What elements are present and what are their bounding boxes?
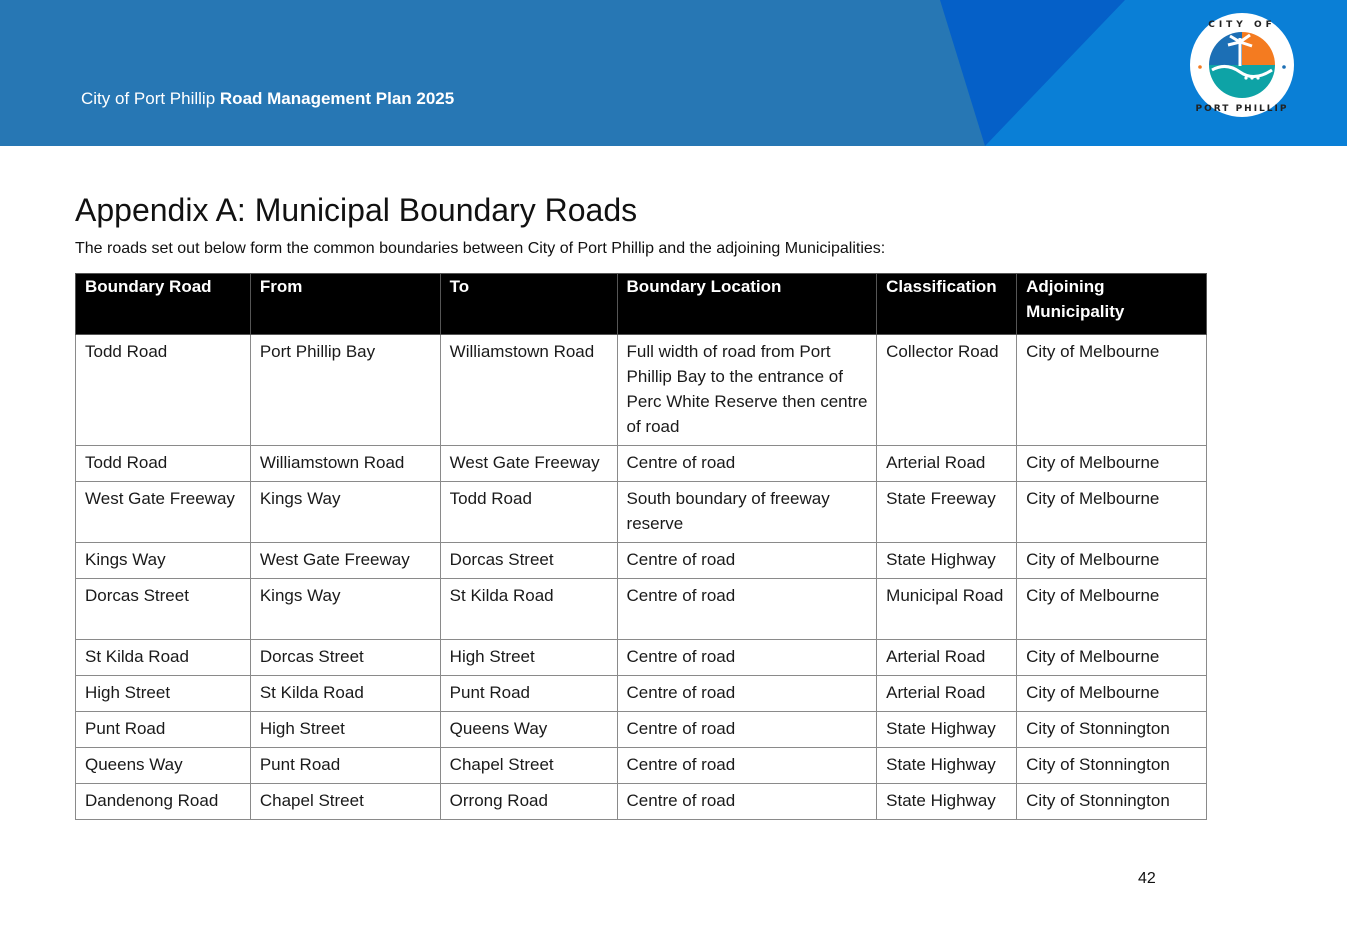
column-header-from: From (250, 274, 440, 335)
column-header-boundary-location: Boundary Location (617, 274, 877, 335)
cell-classification: Arterial Road (877, 676, 1017, 712)
table-row (76, 446, 1207, 482)
table-row (76, 748, 1207, 784)
cell-adjoining-municipality: City of Melbourne (1017, 335, 1207, 446)
cell-adjoining-municipality: City of Melbourne (1017, 676, 1207, 712)
table-row (76, 640, 1207, 676)
cell-boundary-location: Centre of road (617, 784, 877, 820)
table-row (76, 784, 1207, 820)
cell-boundary-location: Centre of road (617, 712, 877, 748)
cell-boundary-road: Kings Way (76, 543, 251, 579)
cell-classification: State Freeway (877, 482, 1017, 543)
cell-from: St Kilda Road (250, 676, 440, 712)
cell-classification: State Highway (877, 784, 1017, 820)
cell-boundary-road: St Kilda Road (76, 640, 251, 676)
cell-to: Todd Road (440, 482, 617, 543)
cell-to: Chapel Street (440, 748, 617, 784)
cell-from: High Street (250, 712, 440, 748)
cell-classification: State Highway (877, 712, 1017, 748)
table-row (76, 676, 1207, 712)
cell-from: Williamstown Road (250, 446, 440, 482)
cell-boundary-road: Queens Way (76, 748, 251, 784)
cell-from: Port Phillip Bay (250, 335, 440, 446)
page-heading: Appendix A: Municipal Boundary Roads (75, 192, 638, 228)
table-row (76, 712, 1207, 748)
column-header-to: To (440, 274, 617, 335)
cell-from: Dorcas Street (250, 640, 440, 676)
cell-boundary-location: Centre of road (617, 640, 877, 676)
banner-background-shapes (0, 0, 1347, 146)
cell-boundary-location: Centre of road (617, 676, 877, 712)
cell-boundary-road: Todd Road (76, 446, 251, 482)
cell-to: West Gate Freeway (440, 446, 617, 482)
cell-boundary-road: Dandenong Road (76, 784, 251, 820)
cell-from: West Gate Freeway (250, 543, 440, 579)
cell-adjoining-municipality: City of Melbourne (1017, 579, 1207, 640)
cell-boundary-road: High Street (76, 676, 251, 712)
cell-boundary-location: Centre of road (617, 543, 877, 579)
cell-boundary-road: Todd Road (76, 335, 251, 446)
cell-adjoining-municipality: City of Stonnington (1017, 784, 1207, 820)
svg-text:PORT PHILLIP: PORT PHILLIP (1195, 104, 1289, 114)
table-row (76, 482, 1207, 543)
cell-boundary-location: Full width of road from Port Phillip Bay to the entrance of Perc White Reserve then centre of road (617, 335, 877, 446)
cell-adjoining-municipality: City of Melbourne (1017, 640, 1207, 676)
title-org: City of Port Phillip (81, 89, 216, 108)
cell-boundary-road: West Gate Freeway (76, 482, 251, 543)
cell-from: Punt Road (250, 748, 440, 784)
cell-adjoining-municipality: City of Melbourne (1017, 446, 1207, 482)
cell-classification: Municipal Road (877, 579, 1017, 640)
svg-text:CITY OF: CITY OF (1208, 20, 1276, 30)
document-title (81, 89, 454, 109)
intro-paragraph: The roads set out below form the common boundaries between City of Port Phillip and the adjoining Municipalities: (75, 240, 886, 257)
column-header-adjoining-municipality: Adjoining Municipality (1017, 274, 1207, 335)
city-of-port-phillip-logo-icon (1188, 12, 1296, 118)
boundary-roads-table (75, 273, 1207, 820)
cell-from: Chapel Street (250, 784, 440, 820)
table-header-row (76, 274, 1207, 335)
cell-adjoining-municipality: City of Stonnington (1017, 712, 1207, 748)
cell-adjoining-municipality: City of Melbourne (1017, 543, 1207, 579)
cell-boundary-location: Centre of road (617, 748, 877, 784)
cell-boundary-road: Punt Road (76, 712, 251, 748)
cell-boundary-location: South boundary of freeway reserve (617, 482, 877, 543)
cell-to: High Street (440, 640, 617, 676)
cell-to: Orrong Road (440, 784, 617, 820)
table-row (76, 335, 1207, 446)
cell-boundary-road: Dorcas Street (76, 579, 251, 640)
table-row (76, 543, 1207, 579)
cell-classification: Arterial Road (877, 640, 1017, 676)
cell-to: Williamstown Road (440, 335, 617, 446)
cell-boundary-location: Centre of road (617, 446, 877, 482)
cell-adjoining-municipality: City of Stonnington (1017, 748, 1207, 784)
cell-classification: State Highway (877, 543, 1017, 579)
cell-classification: State Highway (877, 748, 1017, 784)
cell-to: Punt Road (440, 676, 617, 712)
header-banner (0, 0, 1347, 146)
cell-adjoining-municipality: City of Melbourne (1017, 482, 1207, 543)
cell-from: Kings Way (250, 482, 440, 543)
column-header-boundary-road: Boundary Road (76, 274, 251, 335)
cell-to: Dorcas Street (440, 543, 617, 579)
table-row (76, 579, 1207, 640)
title-plan: Road Management Plan 2025 (219, 89, 455, 108)
cell-boundary-location: Centre of road (617, 579, 877, 640)
cell-from: Kings Way (250, 579, 440, 640)
page-number: 42 (1138, 870, 1156, 887)
column-header-classification: Classification (877, 274, 1017, 335)
cell-classification: Arterial Road (877, 446, 1017, 482)
cell-to: Queens Way (440, 712, 617, 748)
cell-to: St Kilda Road (440, 579, 617, 640)
cell-classification: Collector Road (877, 335, 1017, 446)
